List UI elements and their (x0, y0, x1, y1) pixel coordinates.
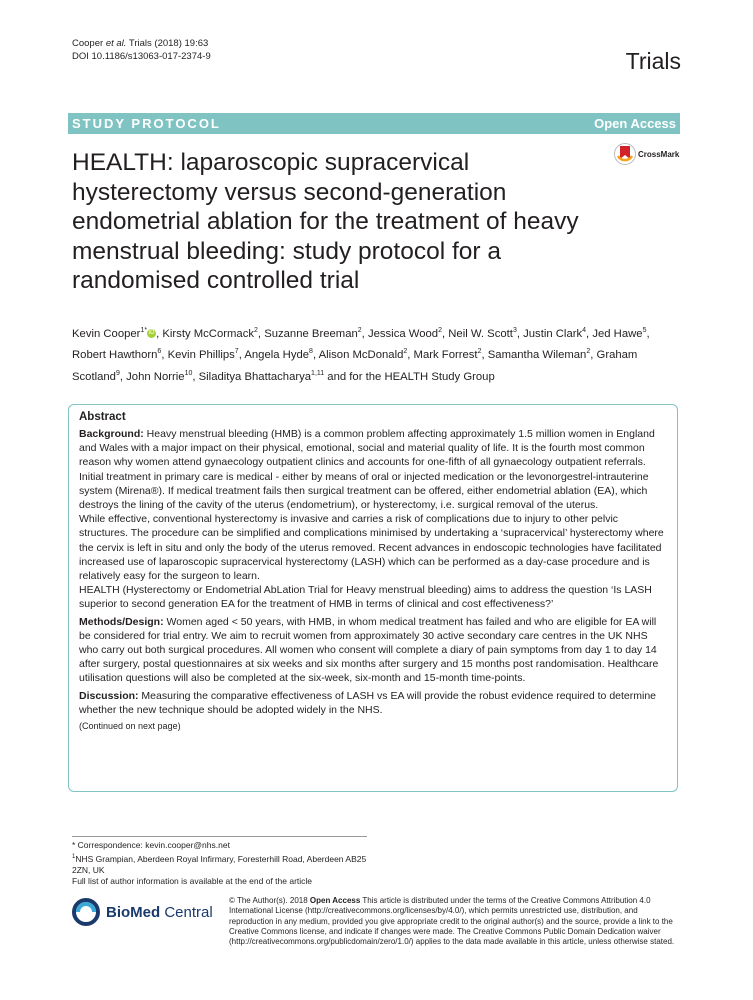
abstract-discussion (79, 689, 667, 717)
affiliation-sup: 1 (72, 853, 76, 860)
continued-note: (Continued on next page) (79, 721, 181, 732)
author-name: Samantha Wileman (487, 349, 587, 362)
background-text: Heavy menstrual bleeding (HMB) is a common problem affecting approximately 1.5 million women in England and Wales with a major impact on their physical, emotional, social and material quality of life. It is the fourth most common reason why women attend gynaecology outpatient clinics and accounts for one-fifth of all gynaecology outpatient referrals. Initial treatment in primary care is medical - either by means of oral or injected medication or the levonorgestrel-intrauterine system (Mirena®). If medical treatment fails then surgical treatment can be offered, either endometrial ablation (EA), which destroys the lining of the cavity of the uterus (endometrium), or hysterectomy, i.e. surgical removal of the uterus. (79, 428, 655, 512)
bmc-bio: BioMed (106, 903, 161, 921)
article-title: HEALTH: laparoscopic supracervical hysterectomy versus second-generation endometrial ablation for the treatment of heavy menstrual bleeding: study protocol for a randomised controlled trial (72, 149, 579, 294)
author-affiliation-sup: 2 (477, 348, 482, 356)
bmc-central: Central (160, 903, 213, 921)
author-name: Siladitya Bhattacharya (198, 370, 312, 383)
author-affiliation-sup: 4 (582, 327, 587, 334)
author-name: Angela Hyde (244, 349, 310, 362)
author-affiliation-sup: 2 (254, 327, 258, 334)
author-affiliation-sup: 9 (115, 369, 120, 377)
affiliation-text: NHS Grampian, Aberdeen Royal Infirmary, Foresterhill Road, Aberdeen AB25 2ZN, UK (72, 853, 367, 875)
methods-text: Women aged < 50 years, with HMB, in whom medical treatment has failed and who are eligible for EA will be considered for trial entry. We aim to recruit women from approximately 30 active secondary care centres in the UK NHS who carry out both surgical procedures. All women who consent will complete a diary of pain symptoms from day 1 to day 14 after surgery, postal questionnaires at six weeks and six months after surgery and 15 months post randomisation. Healthcare utilisation questions will also be completed at the six-week, six-month and 15-month time-points. (79, 615, 659, 685)
author-affiliation-sup: 2 (403, 348, 408, 356)
discussion-label: Discussion: (79, 689, 139, 702)
author-name: Kirsty McCormack (162, 327, 254, 340)
citation-etal: et al. (105, 38, 127, 49)
correspondence[interactable]: * Correspondence: kevin.cooper@nhs.net (72, 840, 230, 850)
crossmark-badge[interactable] (614, 140, 684, 168)
crossmark-label: CrossMark (638, 149, 680, 159)
abstract-background-p3: HEALTH (Hysterectomy or Endometrial AbLation Trial for Heavy menstrual bleeding) aims to address the question ‘Is LASH superior to second generation EA for the treatment of HMB in terms of clinical and cost effectiveness?’ (79, 584, 652, 611)
author-affiliation-sup: 10 (184, 369, 193, 377)
bmc-wordmark (106, 904, 213, 921)
orcid-icon[interactable]: iD (148, 330, 155, 337)
abstract-background (79, 427, 667, 512)
biomed-central-logo (72, 897, 222, 927)
author-affiliation-sup: 6 (157, 348, 162, 356)
author-name: Alison McDonald (318, 349, 404, 362)
journal-name: Trials (625, 48, 681, 74)
author-affiliation-sup: 1* (140, 327, 148, 334)
author-affiliation-sup: 1,11 (311, 369, 325, 377)
footnotes (72, 840, 372, 888)
author-name: Kevin Cooper (72, 327, 141, 340)
background-label: Background: (79, 428, 144, 440)
author-name: Jessica Wood (367, 327, 439, 340)
citation-year: (2018) 19:63 (154, 38, 209, 49)
affiliation (72, 852, 372, 877)
citation-header (72, 37, 211, 63)
methods-label: Methods/Design: (79, 615, 164, 628)
author-name: Kevin Phillips (167, 349, 235, 362)
bmc-logo-icon (72, 898, 100, 926)
doi[interactable]: DOI 10.1186/s13063-017-2374-9 (72, 51, 211, 62)
author-name: Mark Forrest (413, 349, 478, 362)
abstract-methods (79, 615, 667, 686)
abstract-box (68, 404, 678, 792)
abstract-heading: Abstract (79, 411, 126, 423)
author-name: John Norrie (126, 370, 185, 383)
study-protocol-label: STUDY PROTOCOL (72, 116, 221, 131)
author-name: Justin Clark (523, 327, 583, 340)
discussion-text: Measuring the comparative effectiveness of LASH vs EA will provide the robust evidence required to determine whether the new technique should be adopted widely in the NHS. (79, 689, 657, 716)
citation-authors: Cooper (72, 38, 106, 49)
author-name: Robert Hawthorn (72, 349, 158, 362)
license-text: This article is distributed under the terms of the Creative Commons Attribution 4.0 International License (http://creativecommons.org/licenses/by/4.0/), which permits unrestricted use, distribution, and reproduction in any medium, provided you give appropriate credit to the original author(s) and the source, provide a link to the Creative Commons license, and indicate if changes were made. The Creative Commons Public Domain Dedication waiver (http://creativecommons.org/publicdomain/zero/1.0/) applies to the data made available in this article, unless otherwise stated. (229, 896, 675, 947)
author-name: Graham Scotland (72, 349, 638, 383)
author-name: Jed Hawe (592, 327, 643, 340)
license-prefix: © The Author(s). 2018 (229, 896, 310, 905)
footnote-divider (72, 836, 367, 837)
author-affiliation-sup: 3 (512, 327, 517, 334)
crossmark-icon (614, 142, 636, 166)
license-statement (229, 896, 684, 947)
author-name: Neil W. Scott (448, 327, 513, 340)
author-affiliation-sup: 2 (438, 327, 442, 334)
author-affiliation-sup: 8 (309, 348, 313, 356)
author-list: Kevin Cooper$^{1*}$ iD , Kirsty McCormack$^2$, Suzanne Breeman$^2$, Jessica Wood$^2$, Neil W. Scott$^3$, Justin Clark$^4$, Jed Hawe$^5$, Robert Hawthorn$^6$, Kevin Phillips$^7$, Angela Hyde$^8$, Alison McDonald$^2$, Mark Forrest$^2$, Samantha Wileman$^2$, Graham Scotland$^9$, John Norrie$^{10}$, Siladitya Bhattacharya$^{1,11}$ and for the HEALTH Study Group (72, 327, 650, 383)
author-name: Suzanne Breeman (264, 327, 358, 340)
abstract-background-p2: While effective, conventional hysterectomy is invasive and carries a risk of complications due to injury to other pelvic structures. The procedure can be simplified and complications minimised by undertaking a ‘supracervical’ hysterectomy where the cervix is left in situ and only the body of the uterus removed. Recent advances in endoscopic technologies have facilitated increased use of laparoscopic supracervical hysterectomy (LASH) which can be performed as a day-case procedure and is relatively easy for the surgeon to learn. (79, 513, 664, 583)
article-type-banner (68, 113, 680, 134)
author-group: and for the HEALTH Study Group (324, 370, 495, 383)
license-open-access: Open Access (309, 896, 361, 905)
author-affiliation-sup: 2 (357, 327, 362, 334)
full-list-note: Full list of author information is available at the end of the article (72, 876, 313, 887)
citation-journal: Trials (126, 38, 155, 49)
author-affiliation-sup: 5 (642, 327, 647, 334)
author-affiliation-sup: 7 (234, 348, 239, 356)
open-access-label: Open Access (594, 116, 676, 131)
author-affiliation-sup: 2 (586, 348, 591, 356)
